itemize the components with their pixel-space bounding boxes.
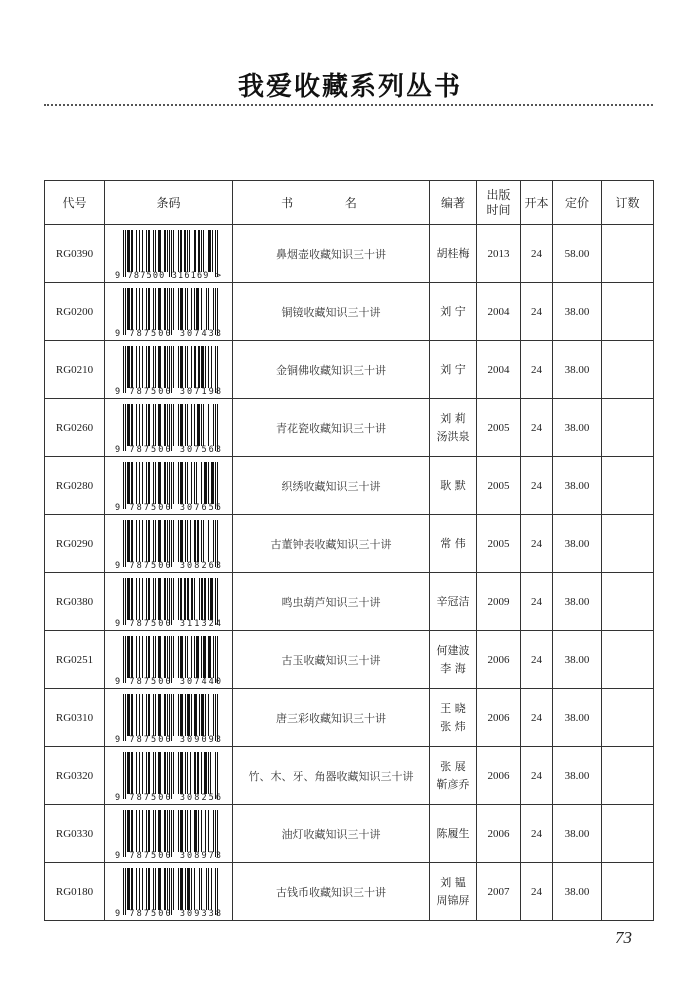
table-row [45, 399, 654, 457]
publish-year: 2004 [477, 341, 521, 399]
book-format: 24 [521, 225, 553, 283]
publish-year: 2006 [477, 805, 521, 863]
barcode-number: 9 787500 309338 [114, 909, 221, 919]
book-title: 唐三彩收藏知识三十讲 [233, 689, 430, 747]
author-name: 靳彦乔 [436, 777, 470, 791]
book-price: 38.00 [553, 515, 602, 573]
author-name: 胡桂梅 [436, 246, 470, 260]
table-row [45, 805, 654, 863]
order-quantity [602, 457, 654, 515]
publish-year: 2006 [477, 631, 521, 689]
barcode-cell [105, 225, 233, 283]
book-code: RG0290 [45, 515, 105, 573]
book-title: 古钱币收藏知识三十讲 [233, 863, 430, 921]
order-quantity [602, 399, 654, 457]
table-row [45, 747, 654, 805]
book-price: 38.00 [553, 341, 602, 399]
header-year [477, 181, 521, 225]
author-name: 刘 宁 [440, 304, 466, 318]
author-name: 刘 宁 [440, 362, 466, 376]
order-quantity [602, 863, 654, 921]
publish-year: 2005 [477, 515, 521, 573]
book-format: 24 [521, 747, 553, 805]
barcode-cell [105, 457, 233, 515]
author-name: 何建波 [436, 643, 470, 657]
book-price: 38.00 [553, 805, 602, 863]
table-row [45, 863, 654, 921]
book-code: RG0260 [45, 399, 105, 457]
book-code: RG0320 [45, 747, 105, 805]
table-row [45, 225, 654, 283]
table-row [45, 457, 654, 515]
table-row [45, 283, 654, 341]
barcode-cell [105, 283, 233, 341]
book-price: 38.00 [553, 283, 602, 341]
book-title: 鸣虫葫芦知识三十讲 [233, 573, 430, 631]
page-number: 73 [615, 928, 632, 947]
book-author [430, 631, 477, 689]
book-code: RG0390 [45, 225, 105, 283]
book-code: RG0210 [45, 341, 105, 399]
book-format: 24 [521, 515, 553, 573]
book-author [430, 747, 477, 805]
book-author [430, 689, 477, 747]
isbn-barcode [113, 574, 225, 629]
author-name: 刘 莉 [440, 411, 466, 425]
book-format: 24 [521, 863, 553, 921]
book-author [430, 573, 477, 631]
barcode-cell [105, 863, 233, 921]
author-name: 李 海 [440, 661, 466, 675]
isbn-barcode [113, 226, 225, 281]
header-year-label: 出版时间 [486, 187, 511, 217]
table-body [45, 225, 654, 921]
isbn-barcode [113, 342, 225, 397]
table-row [45, 515, 654, 573]
book-code: RG0200 [45, 283, 105, 341]
header-format: 开本 [521, 181, 553, 225]
book-author [430, 399, 477, 457]
order-quantity [602, 515, 654, 573]
order-quantity [602, 805, 654, 863]
book-author [430, 515, 477, 573]
book-format: 24 [521, 341, 553, 399]
book-author [430, 283, 477, 341]
author-name: 王 晓 [440, 701, 466, 715]
book-author [430, 805, 477, 863]
barcode-cell [105, 805, 233, 863]
book-title: 油灯收藏知识三十讲 [233, 805, 430, 863]
book-price: 38.00 [553, 689, 602, 747]
author-name: 张 炜 [440, 719, 466, 733]
barcode-cell [105, 747, 233, 805]
barcode-cell [105, 399, 233, 457]
book-format: 24 [521, 457, 553, 515]
book-author [430, 341, 477, 399]
publish-year: 2007 [477, 863, 521, 921]
order-quantity [602, 631, 654, 689]
barcode-number: 9 787500 311324 [114, 619, 221, 629]
book-title: 竹、木、牙、角器收藏知识三十讲 [233, 747, 430, 805]
book-title: 铜镜收藏知识三十讲 [233, 283, 430, 341]
book-author [430, 863, 477, 921]
author-name: 辛冠洁 [436, 594, 470, 608]
barcode-number: 9 787500 309093 [114, 735, 221, 745]
isbn-barcode [113, 284, 225, 339]
book-format: 24 [521, 283, 553, 341]
book-code: RG0180 [45, 863, 105, 921]
table-row [45, 573, 654, 631]
book-code: RG0330 [45, 805, 105, 863]
book-price: 38.00 [553, 863, 602, 921]
isbn-barcode [113, 632, 225, 687]
book-price: 38.00 [553, 631, 602, 689]
page-title: 我爱收藏系列丛书 [237, 72, 462, 102]
book-format: 24 [521, 631, 553, 689]
author-name: 陈履生 [436, 826, 470, 840]
book-format: 24 [521, 805, 553, 863]
header-name [233, 181, 430, 225]
book-author [430, 225, 477, 283]
order-quantity [602, 689, 654, 747]
barcode-cell [105, 341, 233, 399]
header-barcode: 条码 [105, 181, 233, 225]
book-author [430, 457, 477, 515]
barcode-number: 9 787500 316169 > [114, 271, 221, 281]
book-catalog-table [44, 180, 654, 921]
publish-year: 2004 [477, 283, 521, 341]
author-name: 周锦屏 [436, 893, 470, 907]
book-format: 24 [521, 689, 553, 747]
dotted-divider [44, 104, 653, 106]
book-code: RG0310 [45, 689, 105, 747]
header-order: 订数 [602, 181, 654, 225]
header-name-label: 书 名 [281, 196, 381, 210]
order-quantity [602, 573, 654, 631]
order-quantity [602, 341, 654, 399]
book-title: 织绣收藏知识三十讲 [233, 457, 430, 515]
barcode-cell [105, 631, 233, 689]
isbn-barcode [113, 690, 225, 745]
book-code: RG0251 [45, 631, 105, 689]
publish-year: 2005 [477, 457, 521, 515]
barcode-number: 9 787500 307198 [114, 387, 221, 397]
book-price: 38.00 [553, 399, 602, 457]
author-name: 汤洪泉 [436, 429, 470, 443]
barcode-cell [105, 573, 233, 631]
book-price: 38.00 [553, 573, 602, 631]
isbn-barcode [113, 806, 225, 861]
author-name: 耿 默 [440, 478, 466, 492]
author-name: 常 伟 [440, 536, 466, 550]
publish-year: 2006 [477, 747, 521, 805]
book-title: 古玉收藏知识三十讲 [233, 631, 430, 689]
book-price: 38.00 [553, 457, 602, 515]
order-quantity [602, 225, 654, 283]
header-price: 定价 [553, 181, 602, 225]
publish-year: 2005 [477, 399, 521, 457]
table-row [45, 689, 654, 747]
publish-year: 2006 [477, 689, 521, 747]
book-format: 24 [521, 573, 553, 631]
book-code: RG0280 [45, 457, 105, 515]
header-code: 代号 [45, 181, 105, 225]
book-code: RG0380 [45, 573, 105, 631]
book-title: 金铜佛收藏知识三十讲 [233, 341, 430, 399]
isbn-barcode [113, 458, 225, 513]
table-row [45, 341, 654, 399]
book-price: 58.00 [553, 225, 602, 283]
publish-year: 2013 [477, 225, 521, 283]
book-format: 24 [521, 399, 553, 457]
barcode-number: 9 787500 308256 [114, 793, 221, 803]
barcode-cell [105, 689, 233, 747]
isbn-barcode [113, 748, 225, 803]
barcode-number: 9 787500 307440 [114, 677, 221, 687]
isbn-barcode [113, 864, 225, 919]
book-title: 青花瓷收藏知识三十讲 [233, 399, 430, 457]
isbn-barcode [113, 400, 225, 455]
barcode-number: 9 787500 307563 [114, 445, 221, 455]
barcode-cell [105, 515, 233, 573]
author-name: 刘 韫 [440, 875, 466, 889]
publish-year: 2009 [477, 573, 521, 631]
barcode-number: 9 787500 308973 [114, 851, 221, 861]
book-title: 鼻烟壶收藏知识三十讲 [233, 225, 430, 283]
order-quantity [602, 747, 654, 805]
barcode-number: 9 787500 307433 [114, 329, 221, 339]
book-price: 38.00 [553, 747, 602, 805]
isbn-barcode [113, 516, 225, 571]
barcode-number: 9 787500 308263 [114, 561, 221, 571]
order-quantity [602, 283, 654, 341]
book-title: 古董钟表收藏知识三十讲 [233, 515, 430, 573]
table-row [45, 631, 654, 689]
barcode-number: 9 787500 307655 [114, 503, 221, 513]
table-header-row [45, 181, 654, 225]
author-name: 张 展 [440, 759, 466, 773]
header-author: 编著 [430, 181, 477, 225]
